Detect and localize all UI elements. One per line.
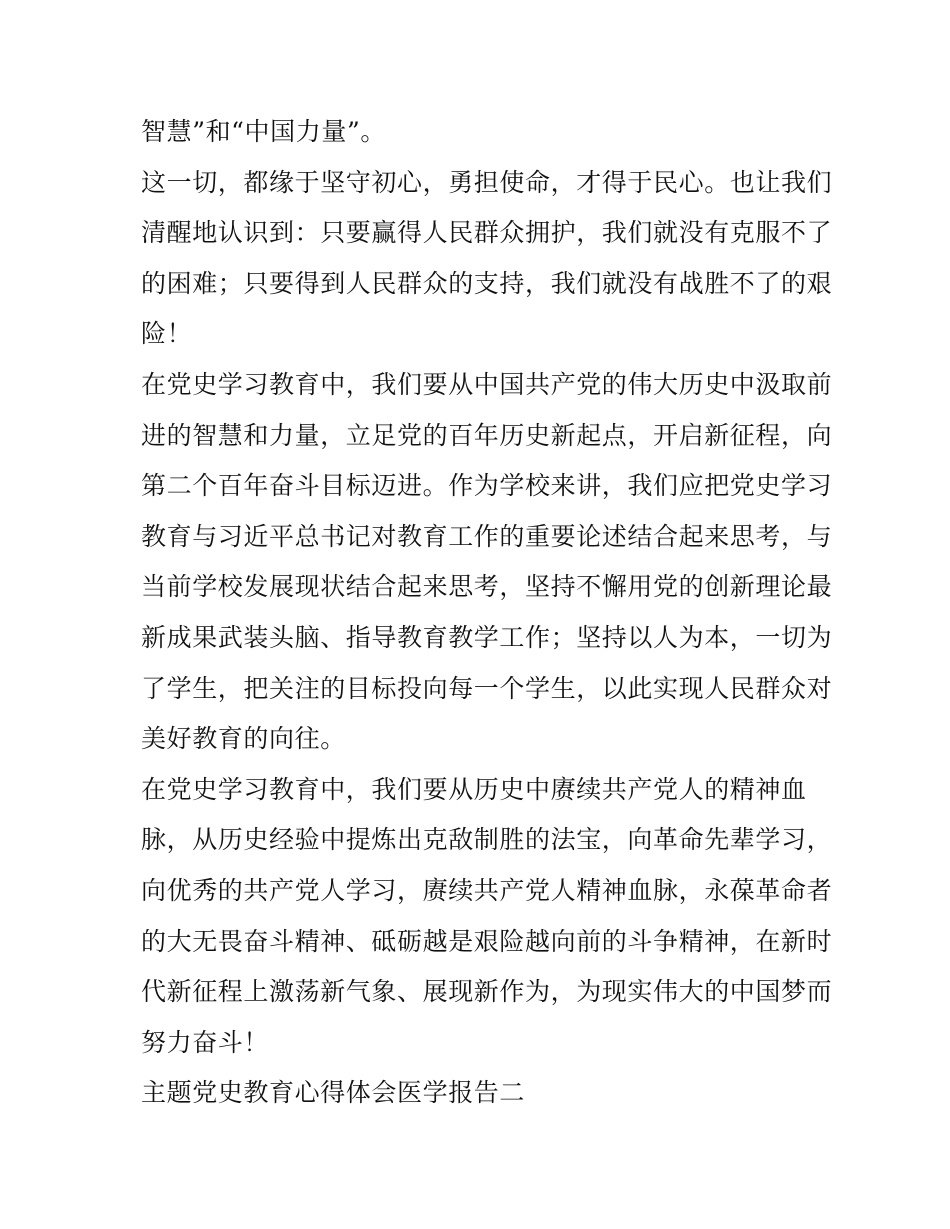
text-line: 第二个百年奋斗目标迈进。作为学校来讲，我们应把党史学习 [141,471,833,501]
text-line: 美好教育的向往。 [141,724,346,754]
section-heading: 主题党史教育心得体会医学报告二 [141,1078,526,1108]
text-line: 代新征程上激荡新气象、展现新作为，为现实伟大的中国梦而 [141,977,833,1007]
text-line: 的困难；只要得到人民群众的支持，我们就没有战胜不了的艰 [141,268,833,298]
document-body [141,107,833,1119]
text-line: 脉，从历史经验中提炼出克敌制胜的法宝，向革命先辈学习， [141,825,833,855]
text-line: 在党史学习教育中，我们要从历史中赓续共产党人的精神血 [141,774,807,804]
text-line: 进的智慧和力量，立足党的百年历史新起点，开启新征程，向 [141,420,833,450]
text-line: 的大无畏奋斗精神、砥砺越是艰险越向前的斗争精神，在新时 [141,926,833,956]
text-line: 向优秀的共产党人学习，赓续共产党人精神血脉，永葆革命者 [141,875,833,905]
text-line: 清醒地认识到：只要赢得人民群众拥护，我们就没有克服不了 [141,218,833,248]
text-line: 教育与习近平总书记对教育工作的重要论述结合起来思考，与 [141,521,833,551]
text-line: 险！ [141,319,193,349]
text-line: 智慧”和“中国力量”。 [141,117,386,146]
text-line: 努力奋斗！ [141,1027,270,1057]
text-line: 新成果武装头脑、指导教育教学工作；坚持以人为本，一切为 [141,622,833,652]
text-line: 这一切，都缘于坚守初心，勇担使命，才得于民心。也让我们 [141,167,833,197]
text-line: 当前学校发展现状结合起来思考，坚持不懈用党的创新理论最 [141,572,833,602]
text-line: 了学生，把关注的目标投向每一个学生，以此实现人民群众对 [141,673,833,703]
text-line: 在党史学习教育中，我们要从中国共产党的伟大历史中汲取前 [141,369,833,399]
